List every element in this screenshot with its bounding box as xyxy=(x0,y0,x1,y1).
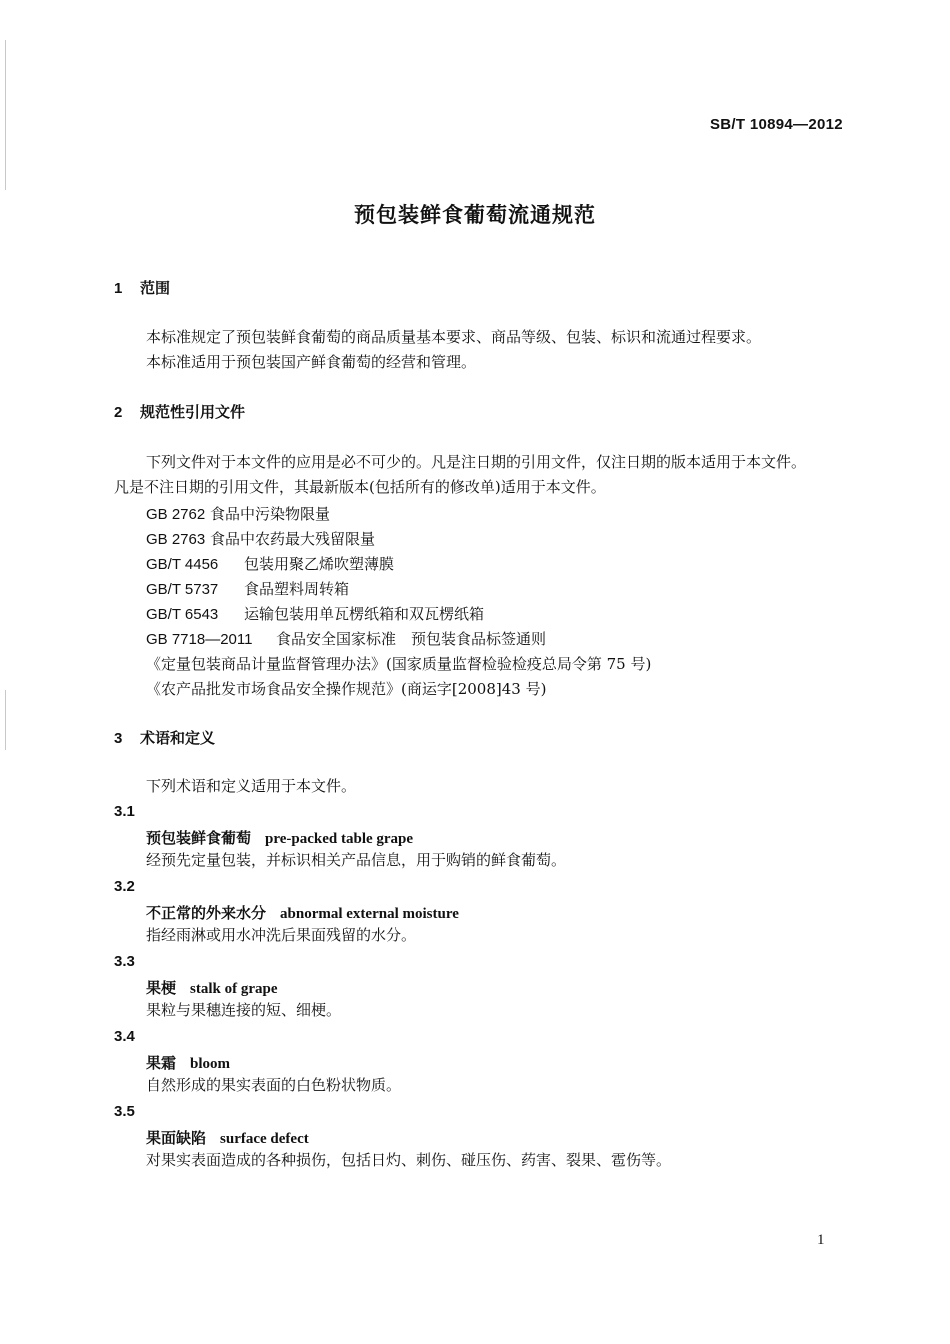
term-chinese: 果梗 xyxy=(146,979,177,997)
term-definition: 自然形成的果实表面的白色粉状物质。 xyxy=(146,1076,402,1094)
term-definition: 经预先定量包装，并标识相关产品信息，用于购销的鲜食葡萄。 xyxy=(146,851,567,869)
reference-code: GB 2762 xyxy=(146,506,206,523)
reference-name: 包装用聚乙烯吹塑薄膜 xyxy=(244,555,395,573)
term-heading xyxy=(146,827,413,848)
reference-item xyxy=(146,503,330,524)
regulation-item: 《农产品批发市场食品安全操作规范》(商运字[2008]43 号) xyxy=(146,680,547,698)
section-2-heading xyxy=(114,401,245,422)
term-chinese: 果面缺陷 xyxy=(146,1129,207,1147)
term-definition: 对果实表面造成的各种损伤，包括日灼、刺伤、碰压伤、药害、裂果、雹伤等。 xyxy=(146,1151,672,1169)
section-3-heading xyxy=(114,727,215,748)
term-definition: 指经雨淋或用水冲洗后果面残留的水分。 xyxy=(146,926,417,944)
scan-edge-mark xyxy=(5,690,6,750)
section-title: 范围 xyxy=(140,279,171,297)
regulation-item: 《定量包装商品计量监督管理办法》(国家质量监督检验检疫总局令第 75 号) xyxy=(146,655,652,673)
reference-name: 食品中农药最大残留限量 xyxy=(210,530,376,548)
term-english: stalk of grape xyxy=(190,981,278,997)
page-number: 1 xyxy=(817,1232,825,1248)
term-number: 3.2 xyxy=(114,878,135,895)
scan-edge-mark xyxy=(5,40,6,190)
paragraph: 本标准适用于预包装国产鲜食葡萄的经营和管理。 xyxy=(146,353,477,371)
reference-item xyxy=(146,553,394,574)
section-number: 1 xyxy=(114,280,123,297)
term-english: abnormal external moisture xyxy=(280,906,459,922)
term-number: 3.1 xyxy=(114,803,135,820)
term-heading xyxy=(146,1052,230,1073)
term-heading xyxy=(146,1127,309,1148)
reference-code: GB 2763 xyxy=(146,531,206,548)
section-1-heading xyxy=(114,277,170,298)
reference-code: GB/T 6543 xyxy=(146,606,219,623)
reference-item xyxy=(146,578,349,599)
term-number: 3.4 xyxy=(114,1028,135,1045)
term-number: 3.3 xyxy=(114,953,135,970)
reference-code: GB 7718—2011 xyxy=(146,631,253,648)
reference-code: GB/T 5737 xyxy=(146,581,219,598)
term-heading xyxy=(146,902,459,923)
paragraph: 凡是不注日期的引用文件，其最新版本(包括所有的修改单)适用于本文件。 xyxy=(114,478,606,496)
paragraph: 本标准规定了预包装鲜食葡萄的商品质量基本要求、商品等级、包装、标识和流通过程要求。 xyxy=(146,328,762,346)
term-english: surface defect xyxy=(220,1131,309,1147)
reference-name: 食品塑料周转箱 xyxy=(244,580,350,598)
reference-item xyxy=(146,528,375,549)
term-heading xyxy=(146,977,278,998)
section-title: 规范性引用文件 xyxy=(140,403,246,421)
term-chinese: 预包装鲜食葡萄 xyxy=(146,829,252,847)
paragraph: 下列术语和定义适用于本文件。 xyxy=(146,777,357,795)
term-chinese: 果霜 xyxy=(146,1054,177,1072)
standard-code: SB/T 10894—2012 xyxy=(710,116,843,133)
section-number: 2 xyxy=(114,404,123,421)
paragraph: 下列文件对于本文件的应用是必不可少的。凡是注日期的引用文件，仅注日期的版本适用于本文件。 xyxy=(146,453,807,471)
section-number: 3 xyxy=(114,730,123,747)
document-title: 预包装鲜食葡萄流通规范 xyxy=(354,203,596,227)
term-number: 3.5 xyxy=(114,1103,135,1120)
term-chinese: 不正常的外来水分 xyxy=(146,904,267,922)
section-title: 术语和定义 xyxy=(140,729,216,747)
reference-name: 食品安全国家标准 预包装食品标签通则 xyxy=(276,630,547,648)
reference-code: GB/T 4456 xyxy=(146,556,219,573)
reference-name: 运输包装用单瓦楞纸箱和双瓦楞纸箱 xyxy=(244,605,485,623)
reference-name: 食品中污染物限量 xyxy=(210,505,331,523)
term-english: bloom xyxy=(190,1056,231,1072)
reference-item xyxy=(146,628,546,649)
reference-item xyxy=(146,603,484,624)
term-definition: 果粒与果穗连接的短、细梗。 xyxy=(146,1001,342,1019)
term-english: pre-packed table grape xyxy=(265,831,414,847)
